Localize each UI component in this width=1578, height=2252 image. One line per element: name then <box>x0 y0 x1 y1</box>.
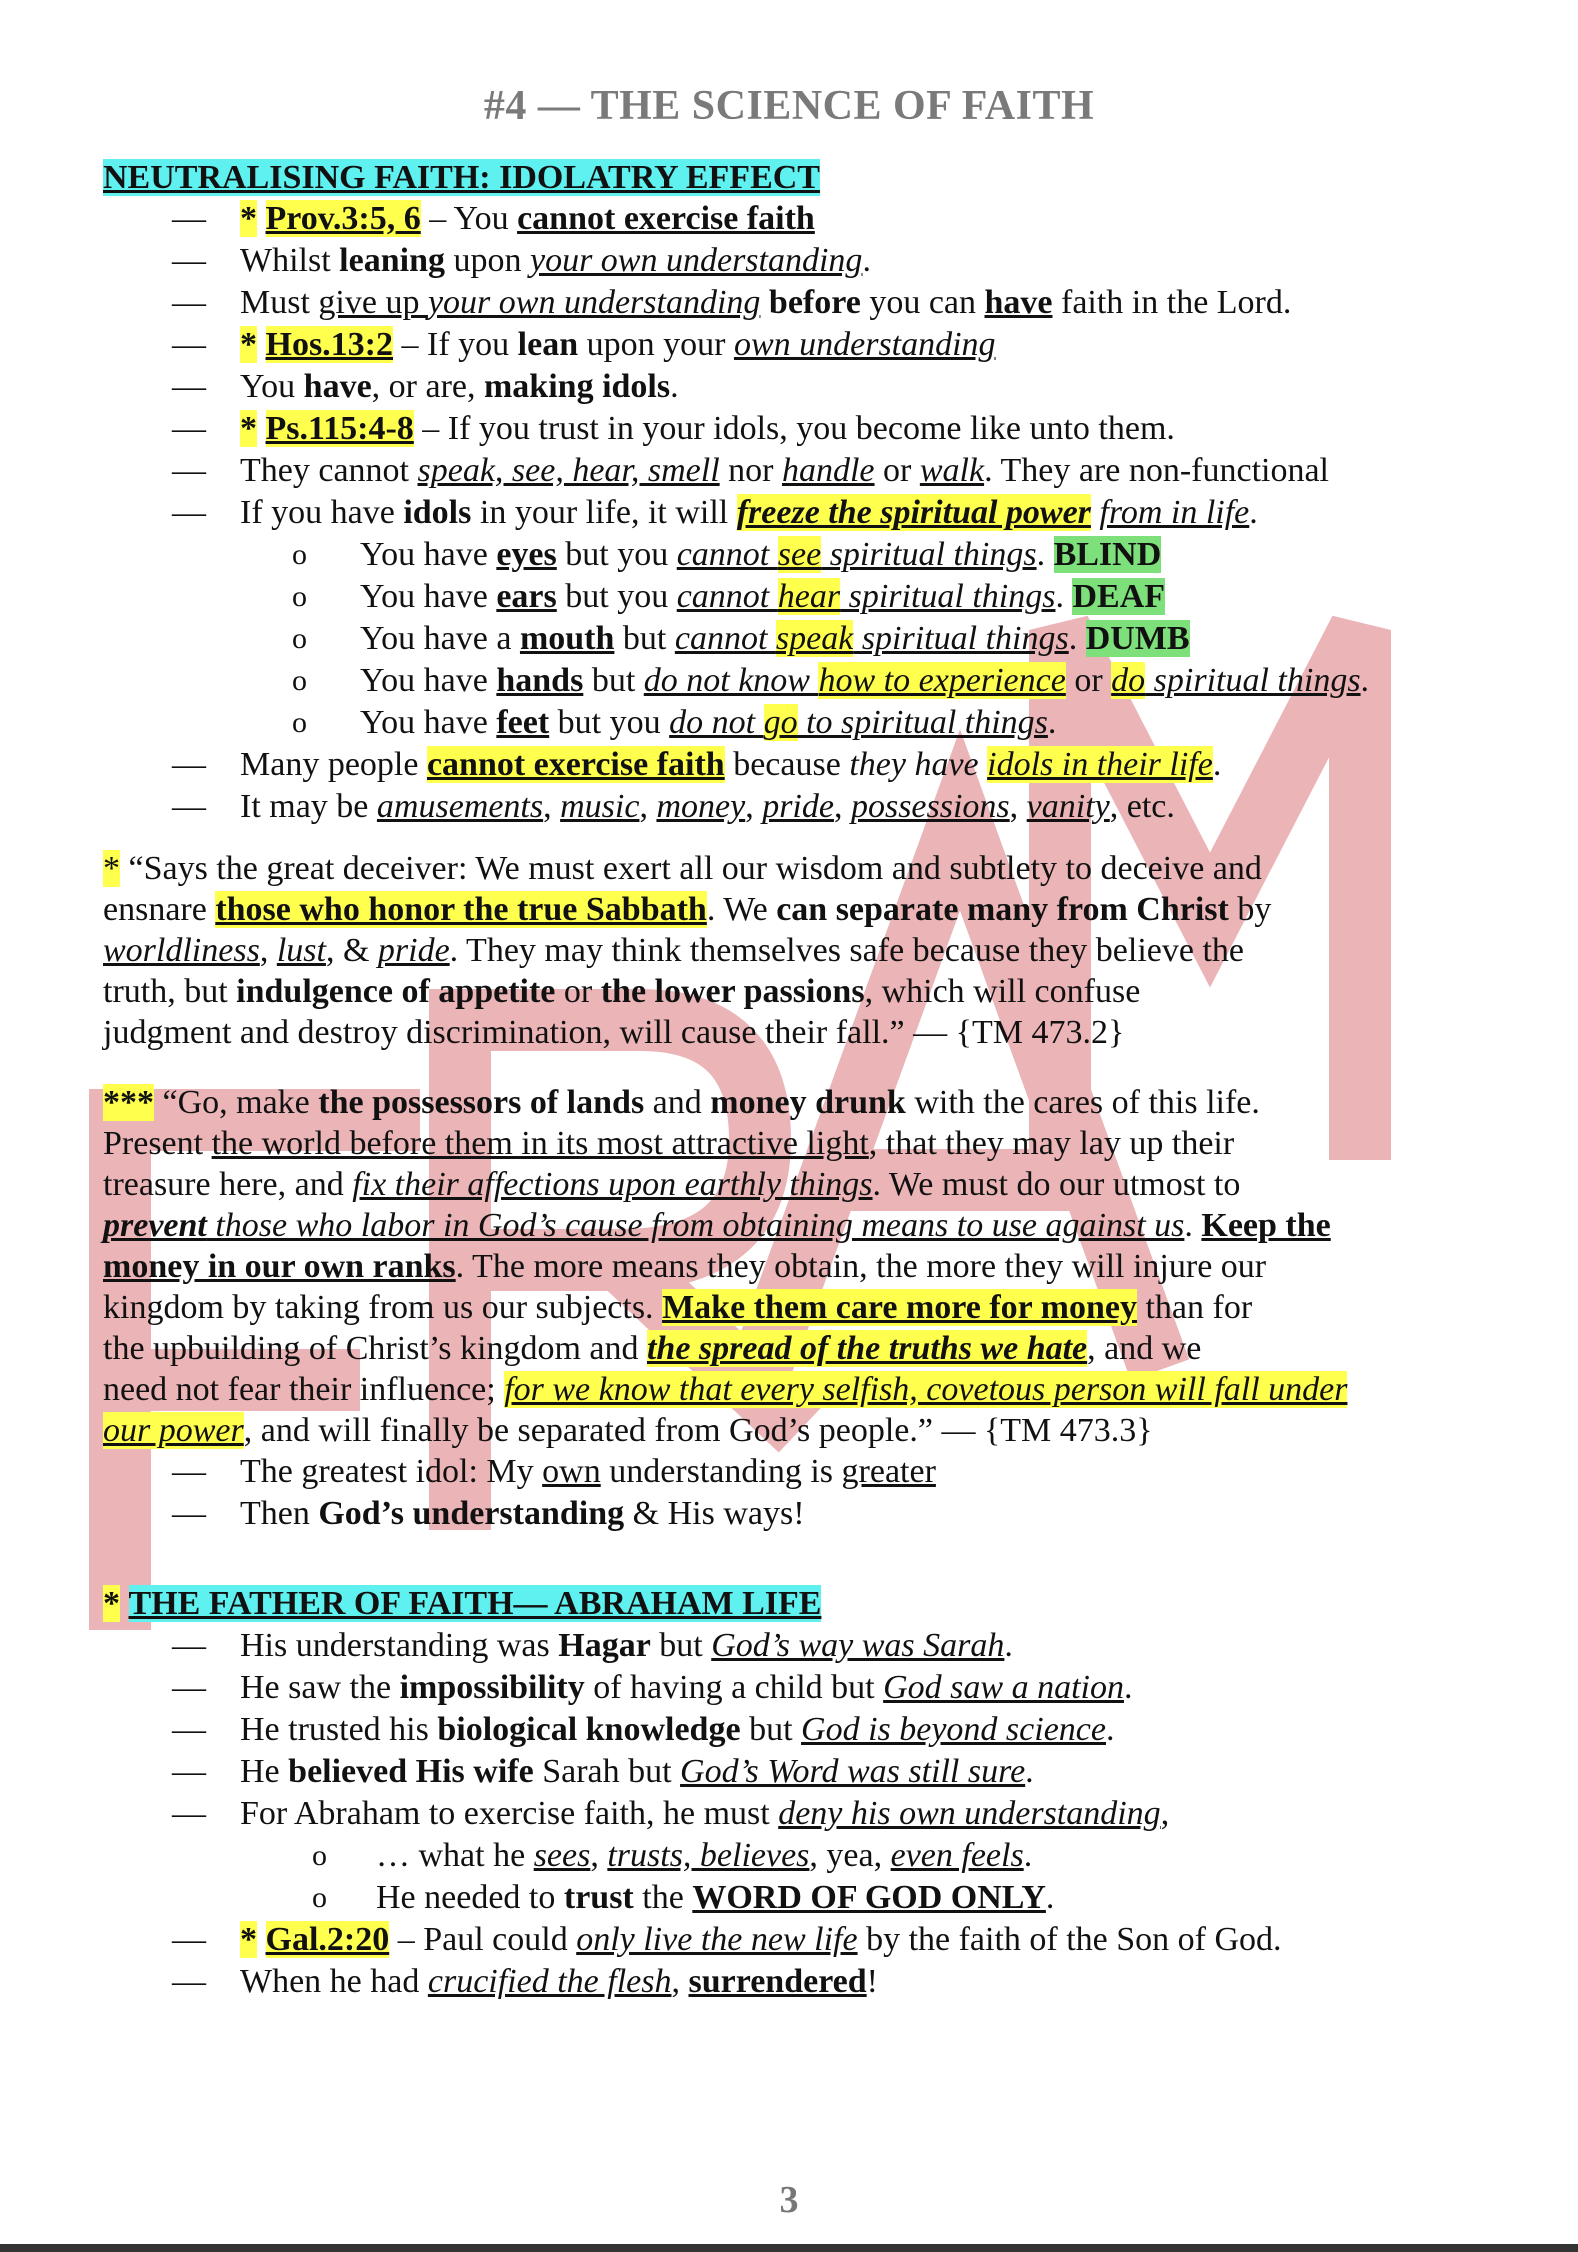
dash-bullet: — <box>172 284 206 321</box>
dash-bullet: — <box>172 368 206 405</box>
circle-bullet: o <box>292 622 307 655</box>
dash-bullet: — <box>172 1921 206 1958</box>
dash-bullet: — <box>172 1453 206 1490</box>
circle-bullet: o <box>312 1881 327 1914</box>
circle-bullet: o <box>292 706 307 739</box>
dash-bullet: — <box>172 1963 206 2000</box>
dash-bullet: — <box>172 1669 206 1706</box>
list-item: For Abraham to exercise faith, he must deny his own understanding, <box>240 1795 1170 1832</box>
list-item: They cannot speak, see, hear, smell nor handle or walk. They are non-functional <box>240 452 1329 489</box>
quote-line: judgment and destroy discrimination, will cause their fall.” — {TM 473.2} <box>103 1014 1125 1051</box>
dash-bullet: — <box>172 494 206 531</box>
quote-line: truth, but indulgence of appetite or the lower passions, which will confuse <box>103 973 1141 1010</box>
quote-line: * “Says the great deceiver: We must exert all our wisdom and subtlety to deceive and <box>103 850 1262 887</box>
page-title: #4 — THE SCIENCE OF FAITH <box>483 83 1095 129</box>
list-item: If you have idols in your life, it will freeze the spiritual power from in life. <box>240 494 1258 531</box>
quote-line: need not fear their influence; for we know that every selfish, covetous person will fall under <box>103 1371 1348 1408</box>
list-item: He saw the impossibility of having a child but God saw a nation. <box>240 1669 1133 1706</box>
quote-line: *** “Go, make the possessors of lands and money drunk with the cares of this life. <box>103 1084 1260 1121</box>
quote-line: the upbuilding of Christ’s kingdom and the spread of the truths we hate, and we <box>103 1330 1202 1367</box>
list-item: * Ps.115:4-8 – If you trust in your idols, you become like unto them. <box>240 410 1175 447</box>
list-item: Must give up your own understanding before you can have faith in the Lord. <box>240 284 1292 321</box>
circle-bullet: o <box>312 1839 327 1872</box>
quote-line: Present the world before them in its most attractive light, that they may lay up their <box>103 1125 1235 1162</box>
list-item: Whilst leaning upon your own understanding. <box>240 242 871 279</box>
dash-bullet: — <box>172 200 206 237</box>
list-item: He believed His wife Sarah but God’s Word was still sure. <box>240 1753 1034 1790</box>
dash-bullet: — <box>172 746 206 783</box>
section-heading-abraham: * THE FATHER OF FAITH— ABRAHAM LIFE <box>103 1585 822 1622</box>
circle-bullet: o <box>292 580 307 613</box>
dash-bullet: — <box>172 326 206 363</box>
list-item: His understanding was Hagar but God’s way was Sarah. <box>240 1627 1013 1664</box>
quote-line: kingdom by taking from us our subjects. Make them care more for money than for <box>103 1289 1253 1326</box>
quote-line: ensnare those who honor the true Sabbath. We can separate many from Christ by <box>103 891 1272 928</box>
section-heading-idolatry: NEUTRALISING FAITH: IDOLATRY EFFECT <box>103 159 820 196</box>
dash-bullet: — <box>172 1753 206 1790</box>
quote-line: our power, and will finally be separated from God’s people.” — {TM 473.3} <box>103 1412 1153 1449</box>
dash-bullet: — <box>172 1627 206 1664</box>
list-item: When he had crucified the flesh, surrendered! <box>240 1963 878 2000</box>
sub-list-item: You have eyes but you cannot see spiritual things. BLIND <box>360 536 1162 573</box>
sub-list-item: You have ears but you cannot hear spiritual things. DEAF <box>360 578 1166 615</box>
sub-list-item: You have hands but do not know how to experience or do spiritual things. <box>360 662 1370 699</box>
list-item: He trusted his biological knowledge but God is beyond science. <box>240 1711 1115 1748</box>
sub-list-item: He needed to trust the WORD OF GOD ONLY. <box>376 1879 1055 1916</box>
dash-bullet: — <box>172 242 206 279</box>
dash-bullet: — <box>172 1711 206 1748</box>
list-item: Many people cannot exercise faith because they have idols in their life. <box>240 746 1222 783</box>
list-item: It may be amusements, music, money, pride, possessions, vanity, etc. <box>240 788 1175 825</box>
sub-list-item: You have feet but you do not go to spiritual things. <box>360 704 1057 741</box>
circle-bullet: o <box>292 538 307 571</box>
list-item: * Prov.3:5, 6 – You cannot exercise faith <box>240 200 815 237</box>
list-item: The greatest idol: My own understanding is greater <box>240 1453 936 1490</box>
page-number: 3 <box>779 2179 799 2221</box>
sub-list-item: You have a mouth but cannot speak spiritual things. DUMB <box>360 620 1190 657</box>
list-item: Then God’s understanding & His ways! <box>240 1495 805 1532</box>
viewer-bottom-edge <box>0 2244 1578 2252</box>
dash-bullet: — <box>172 452 206 489</box>
quote-line: money in our own ranks. The more means they obtain, the more they will injure our <box>103 1248 1267 1285</box>
list-item: * Hos.13:2 – If you lean upon your own understanding <box>240 326 996 363</box>
quote-line: treasure here, and fix their affections upon earthly things. We must do our utmost to <box>103 1166 1241 1203</box>
dash-bullet: — <box>172 1495 206 1532</box>
circle-bullet: o <box>292 664 307 697</box>
list-item: You have, or are, making idols. <box>240 368 679 405</box>
sub-list-item: … what he sees, trusts, believes, yea, even feels. <box>376 1837 1033 1874</box>
dash-bullet: — <box>172 410 206 447</box>
quote-line: prevent those who labor in God’s cause from obtaining means to use against us. Keep the <box>103 1207 1331 1244</box>
quote-line: worldliness, lust, & pride. They may think themselves safe because they believe the <box>103 932 1244 969</box>
dash-bullet: — <box>172 1795 206 1832</box>
dash-bullet: — <box>172 788 206 825</box>
list-item: * Gal.2:20 – Paul could only live the new life by the faith of the Son of God. <box>240 1921 1282 1958</box>
